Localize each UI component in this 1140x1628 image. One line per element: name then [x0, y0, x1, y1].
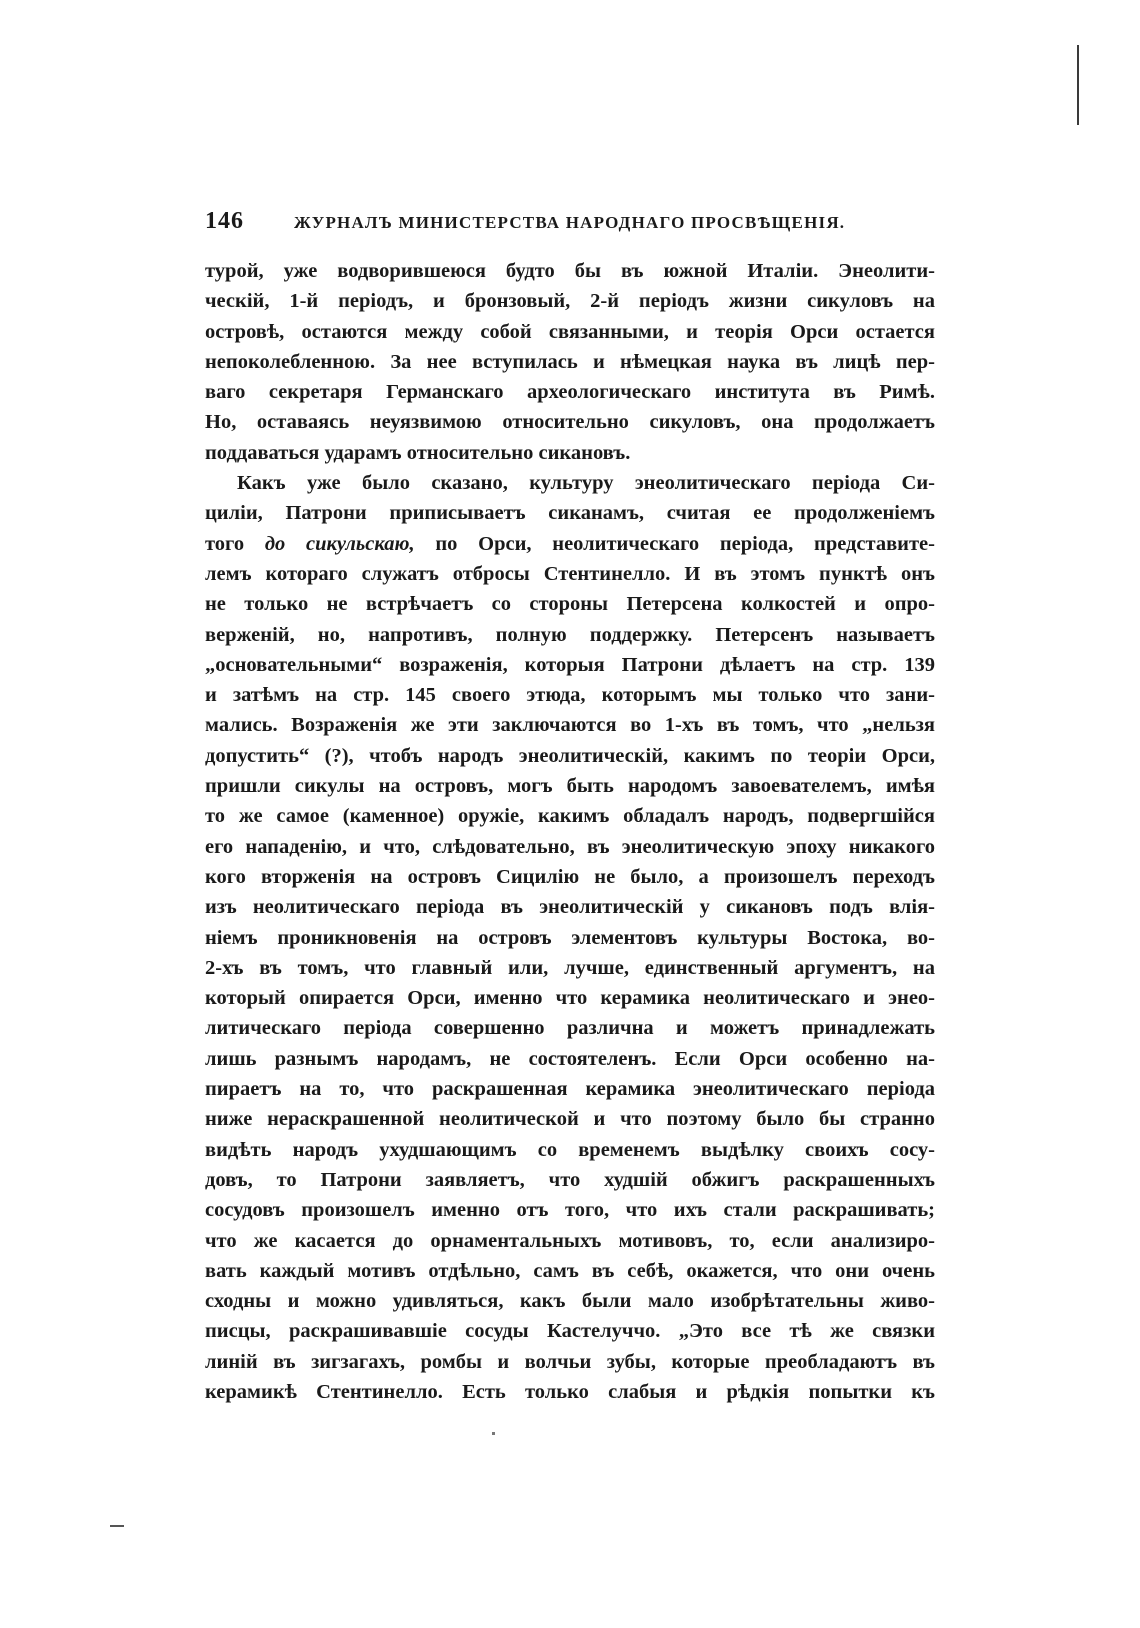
scan-artifact-vertical-line	[1077, 45, 1079, 125]
text-line: который опирается Орси, именно что керамика неолитическаго и энео-	[205, 987, 935, 1010]
text-line: видѣть народъ ухудшающимъ со временемъ выдѣлку своихъ сосу-	[205, 1138, 935, 1161]
text-line: кого вторженія на островъ Сицилію не было, а произошелъ переходъ	[205, 865, 935, 888]
text-line: 2-хъ въ томъ, что главный или, лучше, единственный аргументъ, на	[205, 956, 935, 979]
text-line: ваго секретаря Германскаго археологическаго института въ Римѣ.	[205, 381, 935, 404]
text-line: лишь разнымъ народамъ, не состоятеленъ. Если Орси особенно на-	[205, 1047, 935, 1070]
scan-artifact-dash	[110, 1525, 124, 1527]
text-line: верженій, но, напротивъ, полную поддержку. Петерсенъ называетъ	[205, 623, 935, 646]
text-line: что же касается до орнаментальныхъ мотивовъ, то, если анализиро-	[205, 1229, 935, 1252]
text-line: довъ, то Патрони заявляетъ, что худшій обжигъ раскрашенныхъ	[205, 1168, 935, 1191]
page-header	[205, 208, 935, 242]
text-line: то же самое (каменное) оружіе, какимъ обладалъ народъ, подвергшійся	[205, 805, 935, 828]
running-title: ЖУРНАЛЪ МИНИСТЕРСТВА НАРОДНАГО ПРОСВѢЩЕНІЯ.	[294, 213, 846, 232]
text-line: ческій, 1-й періодъ, и бронзовый, 2-й періодъ жизни сикуловъ на	[205, 290, 935, 313]
text-line: лемъ котораго служатъ отбросы Стентинелло. И въ этомъ пунктѣ онъ	[205, 562, 935, 585]
text-line: и затѣмъ на стр. 145 своего этюда, которымъ мы только что зани-	[205, 684, 935, 707]
page-number: 146	[205, 208, 244, 234]
text-line: литическаго періода совершенно различна и можетъ принадлежать	[205, 1017, 935, 1040]
scan-artifact-dot	[492, 1432, 495, 1435]
text-line: турой, уже водворившеюся будто бы въ южной Италіи. Энеолити-	[205, 260, 935, 282]
text-line: его нападенію, и что, слѣдовательно, въ энеолитическую эпоху никакого	[205, 835, 935, 858]
body-text	[205, 256, 935, 1407]
text-line: писцы, раскрашивавшіе сосуды Кастелуччо. „Это все тѣ же связки	[205, 1320, 935, 1343]
text-line: сосудовъ произошелъ именно отъ того, что ихъ стали раскрашивать;	[205, 1199, 935, 1222]
text-segment: того	[205, 532, 265, 555]
text-line: пираетъ на то, что раскрашенная керамика энеолитическаго періода	[205, 1078, 935, 1101]
text-line: ніемъ проникновенія на островъ элементовъ культуры Востока, во-	[205, 926, 935, 949]
text-line: не только не встрѣчаетъ со стороны Петерсена колкостей и опро-	[205, 593, 935, 616]
text-line: вать каждый мотивъ отдѣльно, самъ въ себѣ, окажется, что они очень	[205, 1259, 935, 1282]
paragraph-1	[205, 256, 935, 468]
text-line: сходны и можно удивляться, какъ были мало изобрѣтательны живо-	[205, 1290, 935, 1313]
text-line: мались. Возраженія же эти заключаются во 1-хъ въ томъ, что „нельзя	[205, 714, 935, 737]
text-line: поддаваться ударамъ относительно сикановъ.	[205, 441, 631, 464]
text-line: пришли сикулы на островъ, могъ быть народомъ завоевателемъ, имѣя	[205, 775, 935, 798]
text-line: циліи, Патрони приписываетъ сиканамъ, считая ее продолженіемъ	[205, 502, 935, 525]
text-line: Но, оставаясь неуязвимою относительно сикуловъ, она продолжаетъ	[205, 411, 935, 434]
text-line: „основательными“ возраженія, которыя Патрони дѣлаетъ на стр. 139	[205, 653, 935, 676]
text-line-with-italic	[205, 529, 935, 559]
text-line: Какъ уже было сказано, культуру энеолитическаго періода Си-	[237, 472, 935, 495]
italic-term: до сикульскаю,	[264, 532, 415, 555]
paragraph-2-lines	[205, 559, 935, 1407]
text-line: линій въ зигзагахъ, ромбы и волчьи зубы, которые преобладаютъ въ	[205, 1350, 935, 1373]
text-line: островѣ, остаются между собой связанными, и теорія Орси остается	[205, 320, 935, 343]
text-line: допустить“ (?), чтобъ народъ энеолитическій, какимъ по теоріи Орси,	[205, 744, 935, 767]
text-line: непоколебленною. За нее вступилась и нѣмецкая наука въ лицѣ пер-	[205, 350, 935, 373]
text-line: керамикѣ Стентинелло. Есть только слабыя и рѣдкія попытки къ	[205, 1380, 935, 1403]
text-line: изъ неолитическаго періода въ энеолитическій у сикановъ подъ влія-	[205, 896, 935, 919]
text-line: ниже нераскрашенной неолитической и что поэтому было бы странно	[205, 1108, 935, 1131]
text-segment: по Орси, неолитическаго періода, представите-	[414, 532, 935, 555]
paragraph-2	[205, 468, 935, 1407]
